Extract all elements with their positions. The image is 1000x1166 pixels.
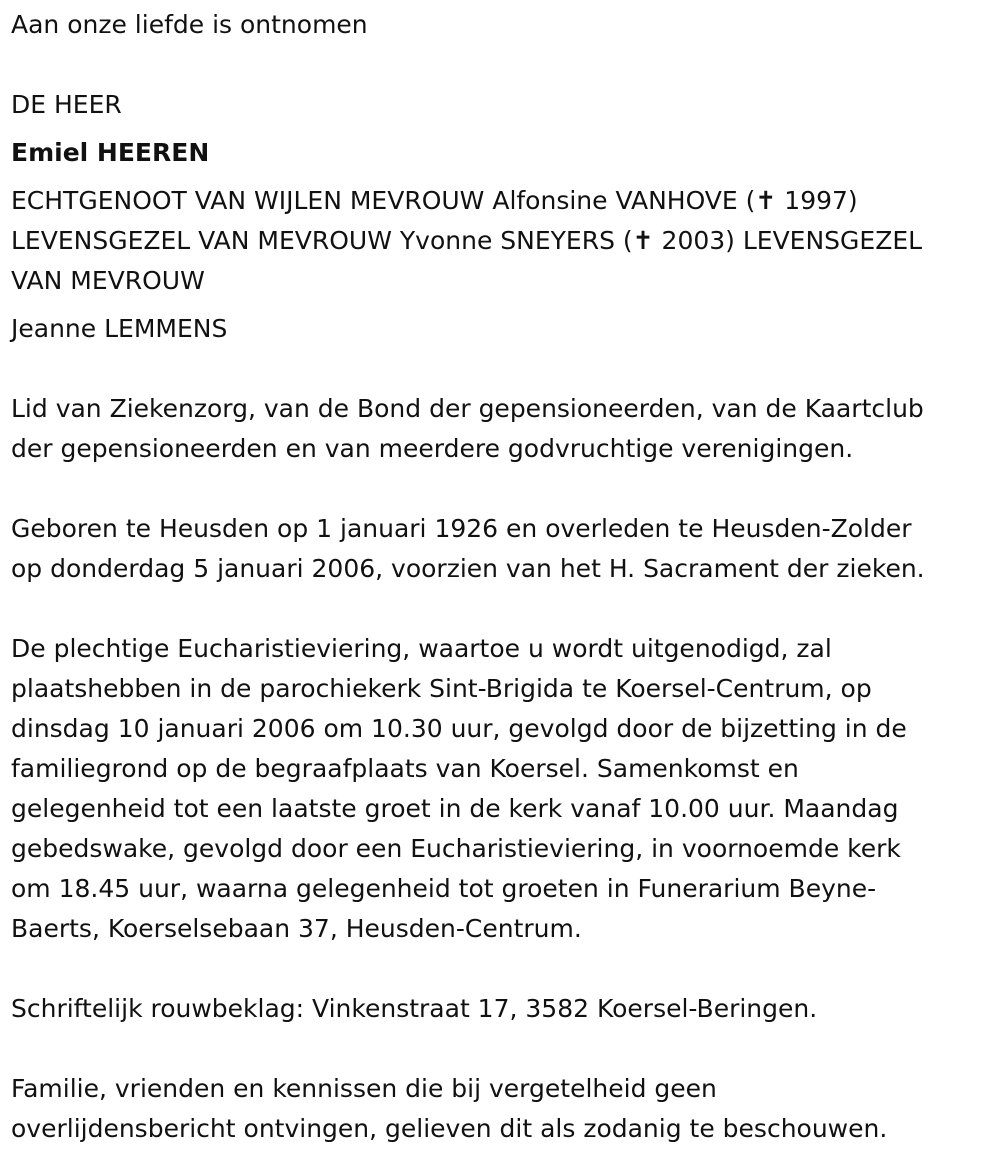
ceremony-line-2: plaatshebben in de parochiekerk Sint-Brigida te Koersel-Centrum, op bbox=[11, 674, 872, 703]
ceremony-line-3: dinsdag 10 januari 2006 om 10.30 uur, gevolgd door de bijzetting in de bbox=[11, 714, 907, 743]
relation-line-1: ECHTGENOOT VAN WIJLEN MEVROUW Alfonsine VANHOVE (✝ 1997) bbox=[11, 186, 858, 215]
birth-death-line-2: op donderdag 5 januari 2006, voorzien van het H. Sacrament der zieken. bbox=[11, 554, 925, 583]
memberships-line-1: Lid van Ziekenzorg, van de Bond der gepensioneerden, van de Kaartclub bbox=[11, 394, 924, 423]
ceremony-line-4: familiegrond op de begraafplaats van Koersel. Samenkomst en bbox=[11, 754, 799, 783]
deceased-name: Emiel HEEREN bbox=[11, 138, 210, 167]
condolences-line: Schriftelijk rouwbeklag: Vinkenstraat 17, 3582 Koersel-Beringen. bbox=[11, 994, 818, 1023]
relation-line-2: LEVENSGEZEL VAN MEVROUW Yvonne SNEYERS (✝ 2003) LEVENSGEZEL bbox=[11, 226, 923, 255]
ceremony-line-7: om 18.45 uur, waarna gelegenheid tot groeten in Funerarium Beyne- bbox=[11, 874, 877, 903]
birth-death-line-1: Geboren te Heusden op 1 januari 1926 en overleden te Heusden-Zolder bbox=[11, 514, 912, 543]
ceremony-line-5: gelegenheid tot een laatste groet in de kerk vanaf 10.00 uur. Maandag bbox=[11, 794, 899, 823]
closing-line-2: overlijdensbericht ontvingen, gelieven dit als zodanig te beschouwen. bbox=[11, 1114, 888, 1143]
intro-line: Aan onze liefde is ontnomen bbox=[11, 10, 368, 39]
ceremony-line-1: De plechtige Eucharistieviering, waartoe u wordt uitgenodigd, zal bbox=[11, 634, 832, 663]
relation-line-3: VAN MEVROUW bbox=[11, 266, 205, 295]
memberships-line-2: der gepensioneerden en van meerdere godvruchtige verenigingen. bbox=[11, 434, 854, 463]
ceremony-line-6: gebedswake, gevolgd door een Eucharistieviering, in voornoemde kerk bbox=[11, 834, 901, 863]
ceremony-line-8: Baerts, Koerselsebaan 37, Heusden-Centrum. bbox=[11, 914, 582, 943]
partner-name: Jeanne LEMMENS bbox=[11, 314, 228, 343]
honorific-title: DE HEER bbox=[11, 90, 122, 119]
closing-line-1: Familie, vrienden en kennissen die bij vergetelheid geen bbox=[11, 1074, 717, 1103]
